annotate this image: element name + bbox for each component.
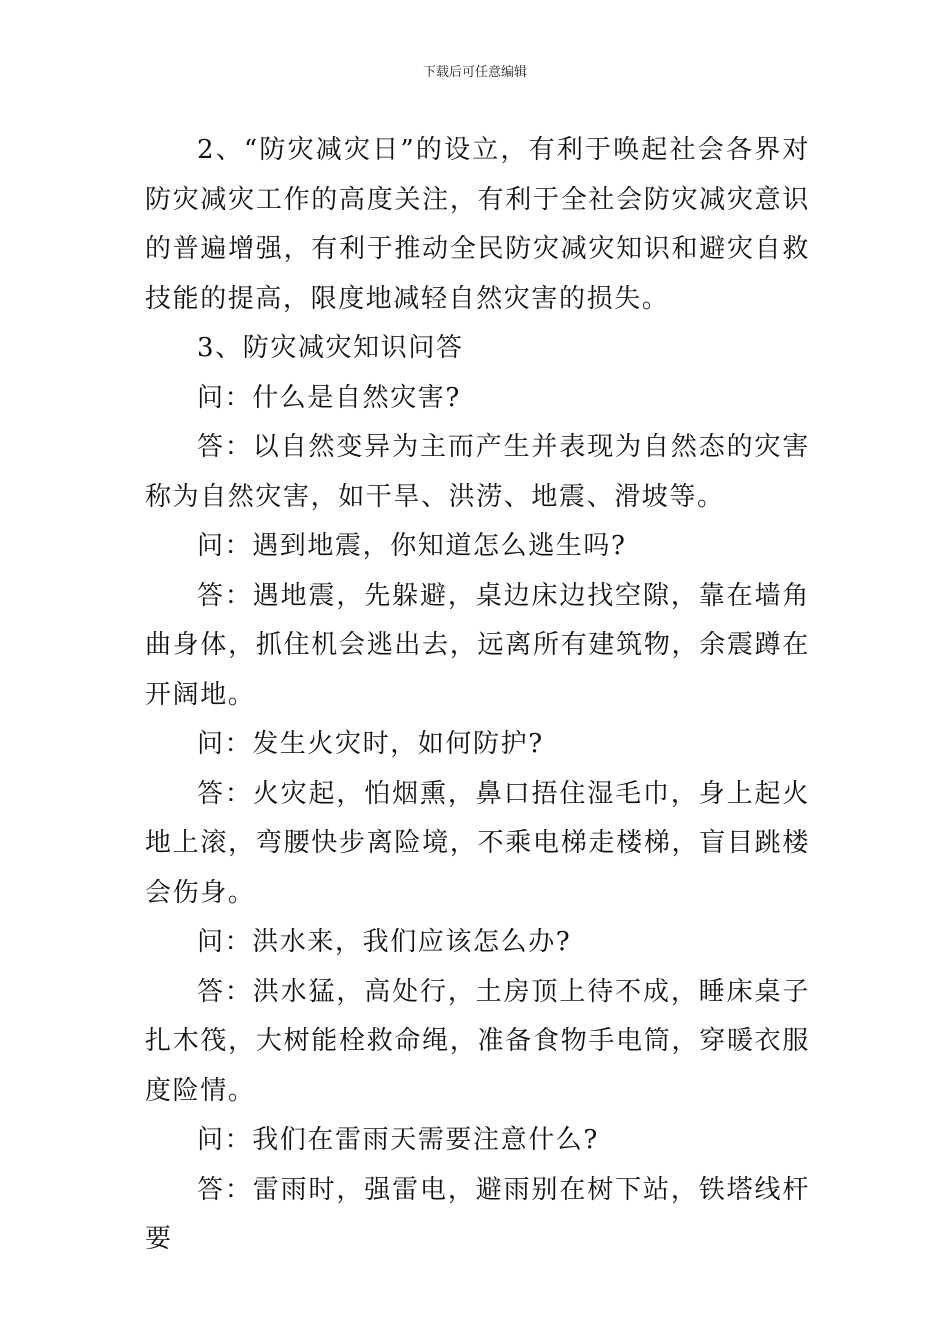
answer-fire: 答：火灾起，怕烟熏，鼻口捂住湿毛巾，身上起火地上滚，弯腰快步离险境，不乘电梯走楼梯，盲目跳楼会伤身。 bbox=[145, 778, 810, 908]
answer-flood: 答：洪水猛，高处行，土房顶上待不成，睡床桌子扎木筏，大树能栓救命绳，准备食物手电筒，穿暖衣服度险情。 bbox=[145, 976, 810, 1106]
question-thunderstorm: 问：我们在雷雨天需要注意什么? bbox=[197, 1125, 599, 1155]
answer-earthquake: 答：遇地震，先躲避，桌边床边找空隙，靠在墙角曲身体，抓住机会逃出去，远离所有建筑物，余震蹲在开阔地。 bbox=[145, 580, 810, 710]
question-natural-disaster: 问：什么是自然灾害? bbox=[197, 382, 461, 413]
answer-natural-disaster: 答：以自然变异为主而产生并表现为自然态的灾害称为自然灾害，如干旱、洪涝、地震、滑坡等。 bbox=[145, 432, 810, 512]
question-flood: 问：洪水来，我们应该怎么办? bbox=[197, 927, 572, 957]
page-header-note: 下载后可任意编辑 bbox=[422, 65, 527, 80]
document-body bbox=[145, 126, 810, 1265]
section-heading-qa: 3、防灾减灾知识问答 bbox=[197, 333, 464, 363]
answer-thunderstorm: 答：雷雨时，强雷电，避雨别在树下站，铁塔线杆要 bbox=[145, 1174, 810, 1254]
paragraph-day-significance: 2、“防灾减灾日”的设立，有利于唤起社会各界对防灾减灾工作的高度关注，有利于全社会防灾减灾意识的普遍增强，有利于推动全民防灾减灾知识和避灾自救技能的提高，限度地减轻自然灾害的损失。 bbox=[145, 135, 810, 314]
question-earthquake: 问：遇到地震，你知道怎么逃生吗? bbox=[197, 531, 627, 561]
question-fire: 问：发生火灾时，如何防护? bbox=[197, 729, 544, 759]
